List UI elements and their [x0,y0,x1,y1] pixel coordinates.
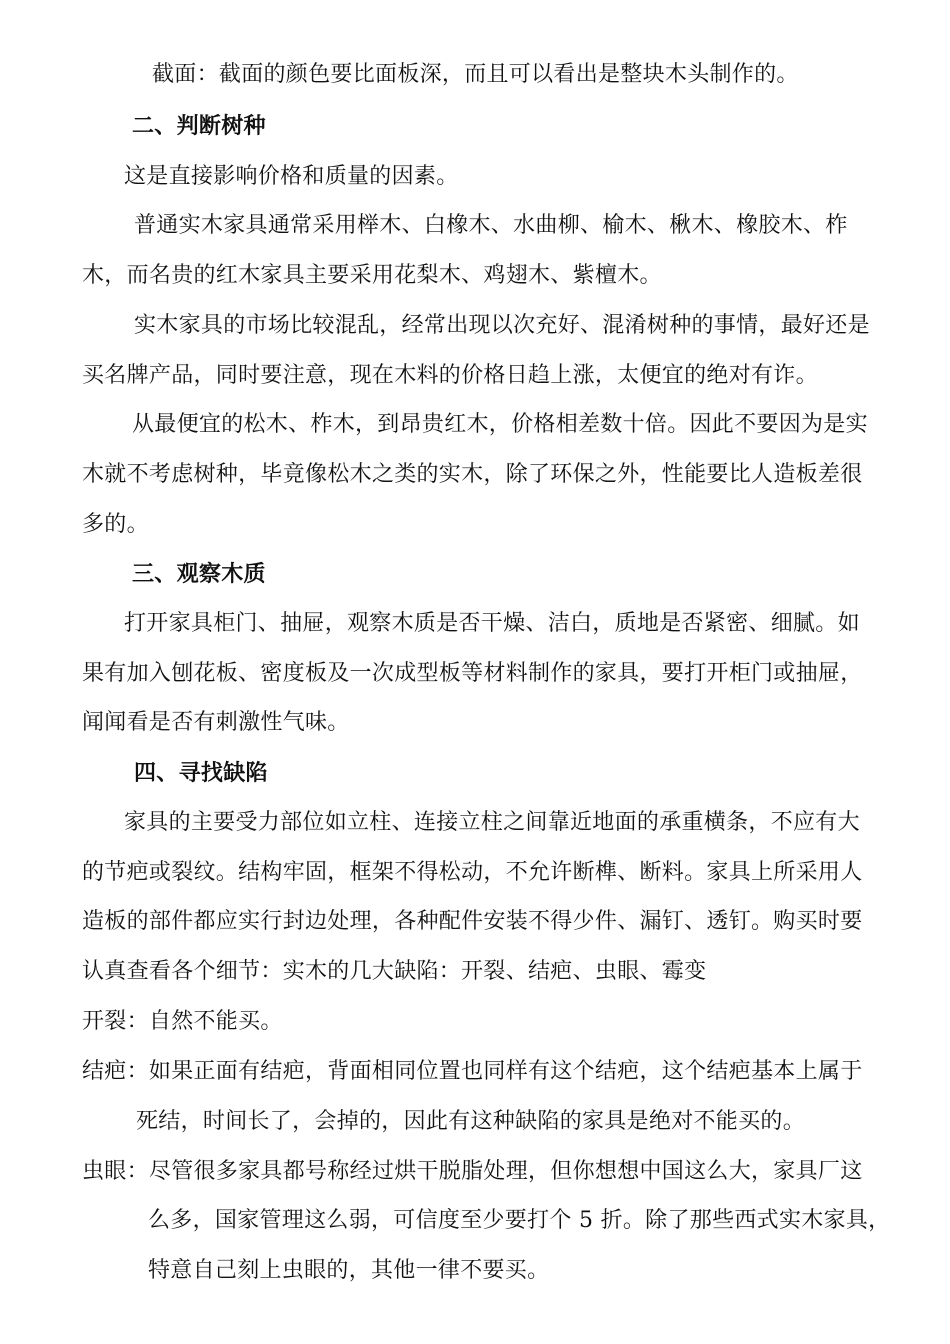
paragraph-2d-line1: 从最便宜的松木、柞木，到昂贵红木，价格相差数十倍。因此不要因为是实 [132,412,868,437]
paragraph-4-line2: 的节疤或裂纹。结构牢固，框架不得松动，不允许断榫、断料。家具上所采用人 [82,860,863,885]
paragraph-2b-line2: 木，而名贵的红木家具主要采用花梨木、鸡翅木、紫檀木。 [82,263,662,288]
paragraph-4-line3: 造板的部件都应实行封边处理，各种配件安装不得少件、漏钉、透钉。购买时要 [82,909,863,934]
paragraph-2c-line2: 买名牌产品，同时要注意，现在木料的价格日趋上涨，太便宜的绝对有诈。 [82,363,818,388]
paragraph-4-line1: 家具的主要受力部位如立柱、连接立柱之间靠近地面的承重横条，不应有大 [124,810,860,835]
paragraph-2c-line1: 实木家具的市场比较混乱，经常出现以次充好、混淆树种的事情，最好还是 [134,313,870,338]
defect-knots-line2: 死结，时间长了，会掉的，因此有这种缺陷的家具是绝对不能买的。 [136,1109,806,1134]
section-heading-3: 三、观察木质 [132,562,266,587]
paragraph-3-line1: 打开家具柜门、抽屉，观察木质是否干燥、洁白，质地是否紧密、细腻。如 [124,611,860,636]
paragraph-3-line3: 闻闻看是否有刺激性气味。 [82,710,350,735]
defect-knots-line1: 结疤：如果正面有结疤，背面相同位置也同样有这个结疤，这个结疤基本上属于 [82,1059,863,1084]
paragraph-2d-line2: 木就不考虑树种，毕竟像松木之类的实木，除了环保之外，性能要比人造板差很 [82,462,863,487]
defect-wormholes-line1: 虫眼：尽管很多家具都号称经过烘干脱脂处理，但你想想中国这么大，家具厂这 [82,1159,863,1184]
section-heading-2: 二、判断树种 [132,114,266,139]
paragraph-cross-section: 截面：截面的颜色要比面板深，而且可以看出是整块木头制作的。 [152,62,799,87]
defect-wormholes-line3: 特意自己刻上虫眼的，其他一律不要买。 [148,1258,550,1283]
paragraph-3-line2: 果有加入刨花板、密度板及一次成型板等材料制作的家具，要打开柜门或抽屉， [82,661,863,686]
paragraph-2a: 这是直接影响价格和质量的因素。 [124,164,459,189]
defect-cracking: 开裂：自然不能买。 [82,1009,283,1034]
section-heading-4: 四、寻找缺陷 [134,761,268,786]
paragraph-2b-line1: 普通实木家具通常采用榉木、白橡木、水曲柳、榆木、楸木、橡胶木、柞 [134,213,848,238]
paragraph-2d-line3: 多的。 [82,512,149,537]
paragraph-4-line4: 认真查看各个细节：实木的几大缺陷：开裂、结疤、虫眼、霉变 [82,959,707,984]
defect-wormholes-line2: 么多，国家管理这么弱，可信度至少要打个 5 折。除了那些西式实木家具， [148,1208,891,1233]
